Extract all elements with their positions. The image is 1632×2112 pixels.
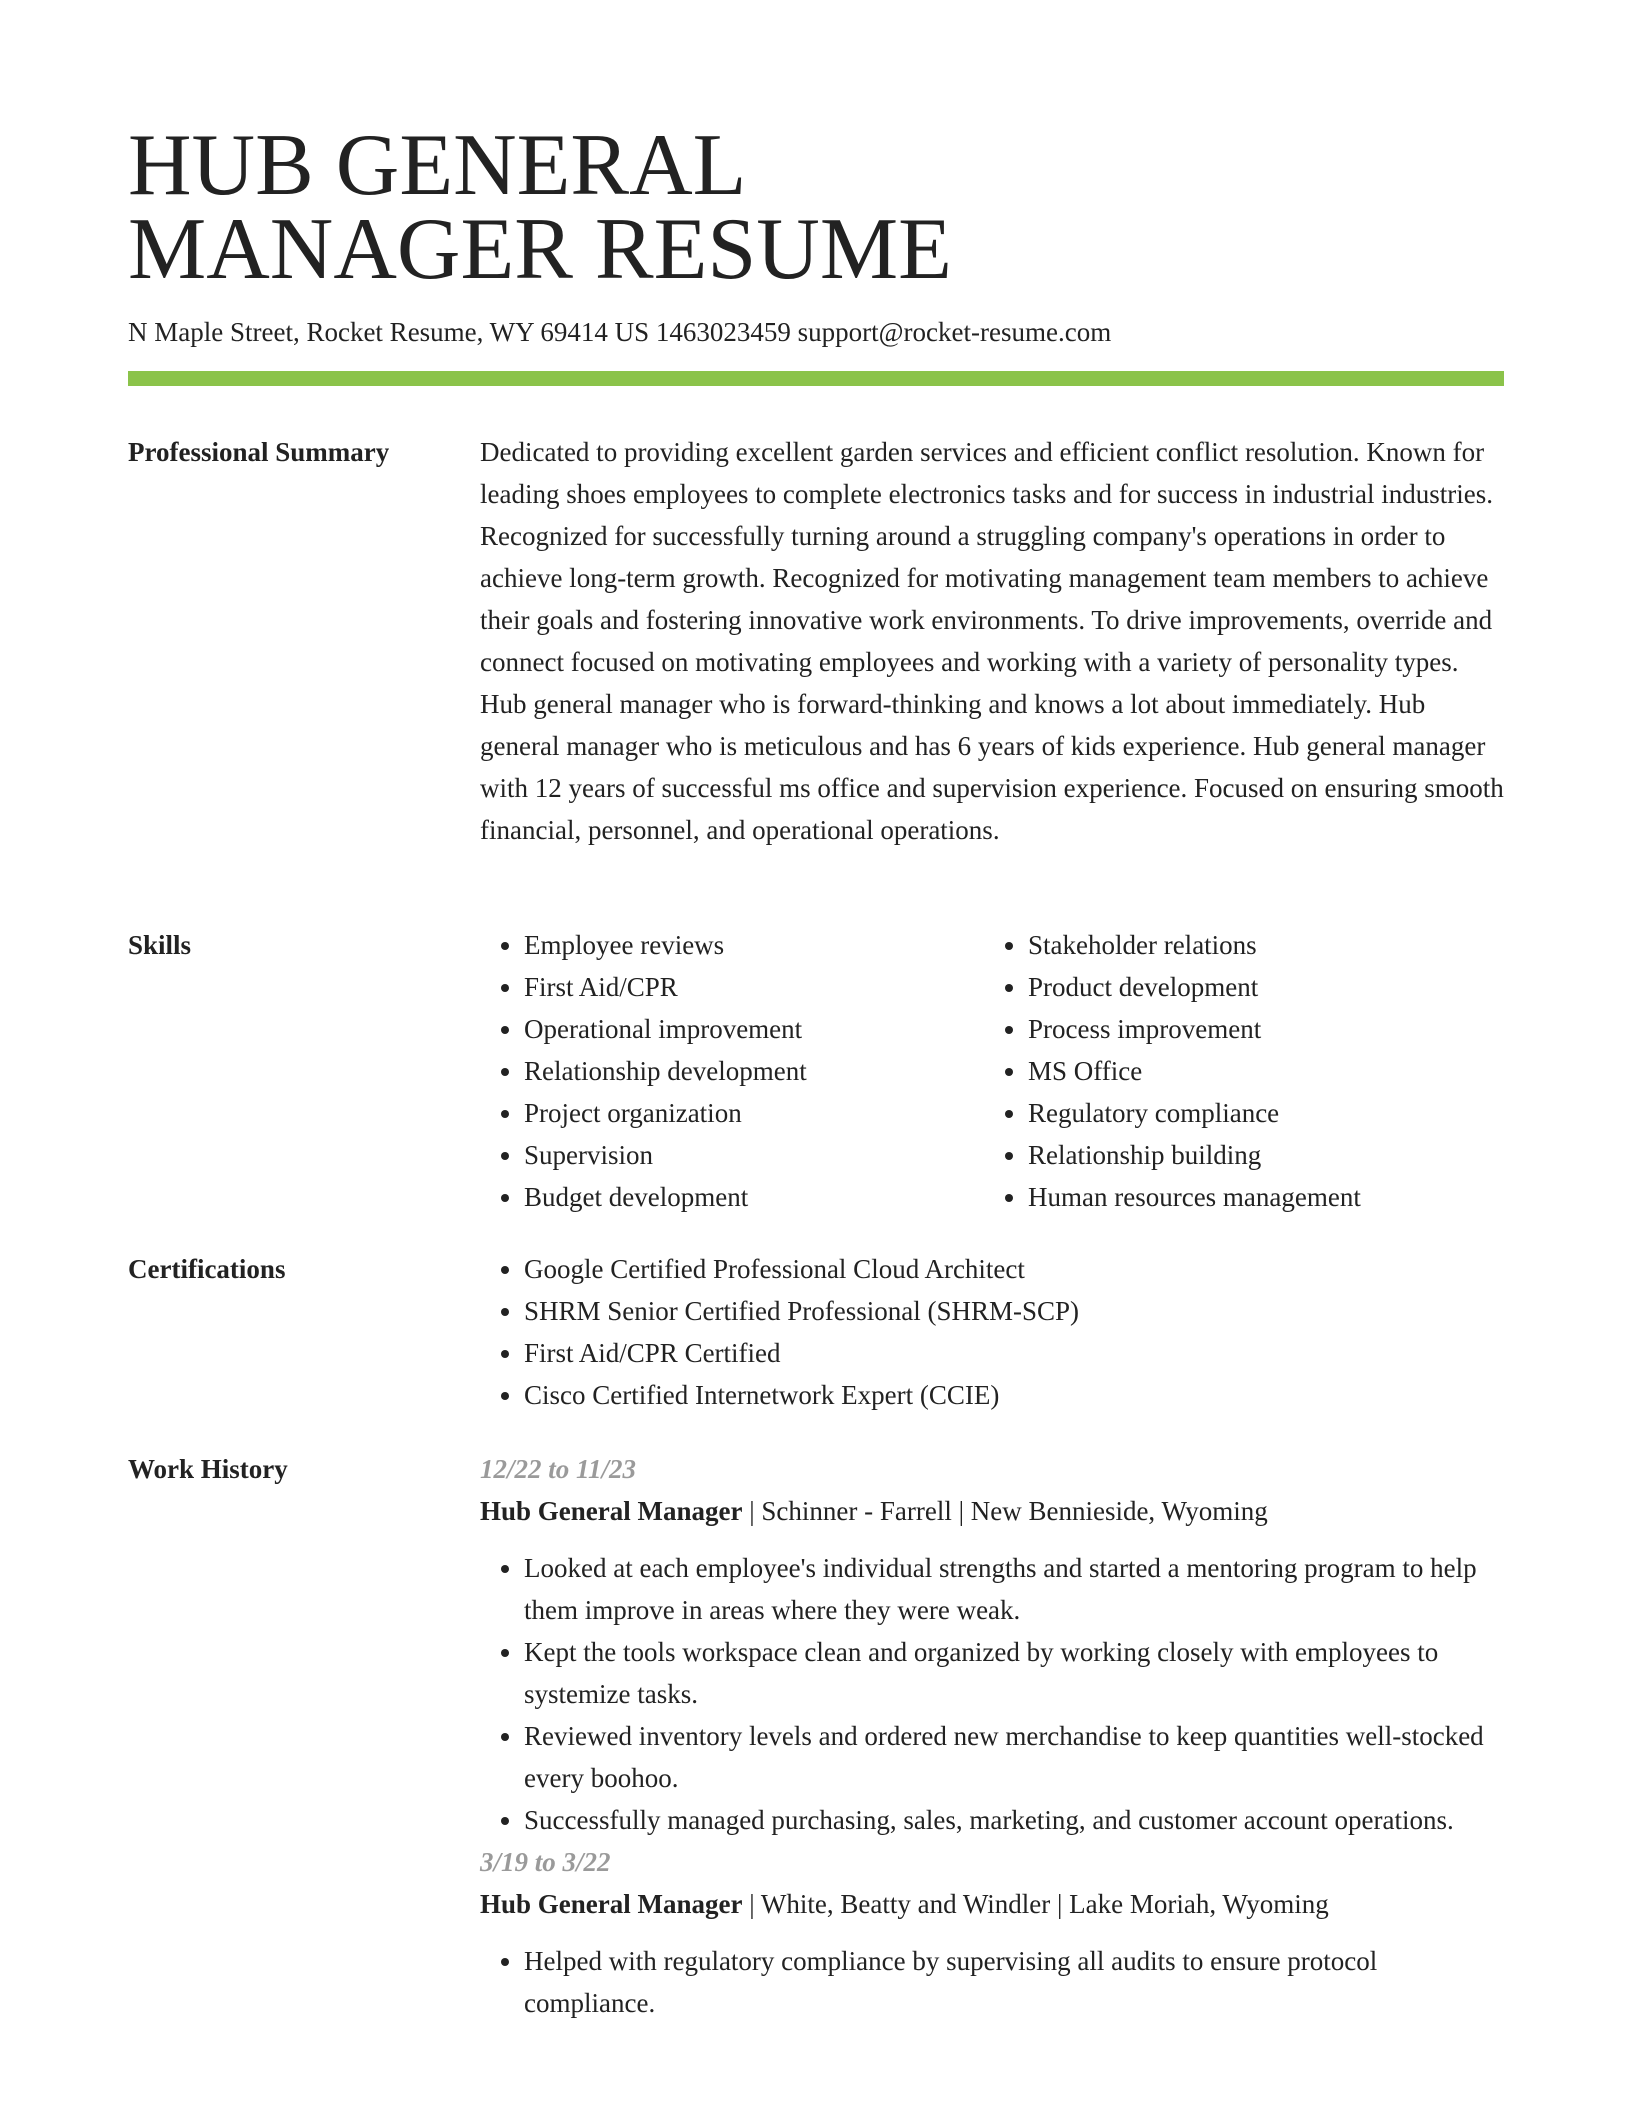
skill-item: • Regulatory compliance [1028,1092,1488,1134]
summary-heading: Professional Summary [128,437,390,467]
contact-info: N Maple Street, Rocket Resume, WY 69414 US 1463023459 support@rocket-resume.com [128,317,1112,347]
skill-item: • MS Office [1028,1050,1488,1092]
summary-text: Dedicated to providing excellent garden services and efficient conflict resolution. Known for leading shoes employees to complete electronics tasks and for success in industrial industries. Recognized for successfully turning around a struggling company's operations in order to achieve long-term growth. Recognized for motivating management team members to achieve their goals and fostering innovative work environments. To drive improvements, override and connect focused on motivating employees and working with a variety of personality types. Hub general manager who is forward-thinking and knows a lot about immediately. Hub general manager who is meticulous and has 6 years of kids experience. Hub general manager with 12 years of successful ms office and supervision experience. Focused on ensuring smooth financial, personnel, and operational operations. [480,437,1504,845]
skill-item: • Process improvement [1028,1008,1488,1050]
certifications-body [480,1248,1504,1416]
job-dates: 12/22 to 11/23 [480,1454,637,1484]
certification-item: • Google Certified Professional Cloud Architect [524,1248,1504,1290]
work-history-body [480,1448,1504,2024]
certification-item: • Cisco Certified Internetwork Expert (CCIE) [524,1374,1504,1416]
skill-item: • Human resources management [1028,1176,1488,1218]
work-history-heading: Work History [128,1454,288,1484]
job-bullets [480,1940,1504,2024]
job-entry [480,1448,1504,1841]
certification-item: • SHRM Senior Certified Professional (SHRM-SCP) [524,1290,1504,1332]
skills-list-right [984,924,1488,1218]
job-dates: 3/19 to 3/22 [480,1847,611,1877]
skills-list-left [480,924,984,1218]
job-bullet: • Successfully managed purchasing, sales, marketing, and customer account operations. [524,1799,1504,1841]
skill-item: • Project organization [524,1092,984,1134]
job-details: | Schinner - Farrell | New Bennieside, Wyoming [742,1496,1268,1526]
job-bullet: • Helped with regulatory compliance by supervising all audits to ensure protocol compliance. [524,1940,1504,2024]
skill-item: • Product development [1028,966,1488,1008]
summary-body [480,431,1504,851]
certifications-heading: Certifications [128,1254,286,1284]
skills-heading: Skills [128,930,192,960]
resume-title [128,117,1228,298]
job-bullet: • Reviewed inventory levels and ordered new merchandise to keep quantities well-stocked every boohoo. [524,1715,1504,1799]
job-title: Hub General Manager [480,1496,743,1526]
title-line-1: HUB GENERAL [128,117,747,214]
certifications-list [480,1248,1504,1416]
job-bullet: • Looked at each employee's individual strengths and started a mentoring program to help them improve in areas where they were weak. [524,1547,1504,1631]
job-details: | White, Beatty and Windler | Lake Moriah, Wyoming [742,1889,1329,1919]
title-line-2: MANAGER RESUME [128,201,952,298]
skill-item: • Budget development [524,1176,984,1218]
accent-divider [128,371,1504,386]
skills-body [480,924,1504,1218]
skill-item: • First Aid/CPR [524,966,984,1008]
skill-item: • Stakeholder relations [1028,924,1488,966]
job-bullets [480,1547,1504,1841]
job-bullet: • Kept the tools workspace clean and organized by working closely with employees to systemize tasks. [524,1631,1504,1715]
skills-column-left [480,924,984,1218]
skill-item: • Relationship development [524,1050,984,1092]
job-heading [480,1490,1504,1532]
skill-item: • Operational improvement [524,1008,984,1050]
job-heading [480,1883,1504,1925]
skill-item: • Employee reviews [524,924,984,966]
job-title: Hub General Manager [480,1889,743,1919]
skill-item: • Relationship building [1028,1134,1488,1176]
skill-item: • Supervision [524,1134,984,1176]
job-entry [480,1841,1504,2024]
skills-column-right [984,924,1488,1218]
certification-item: • First Aid/CPR Certified [524,1332,1504,1374]
